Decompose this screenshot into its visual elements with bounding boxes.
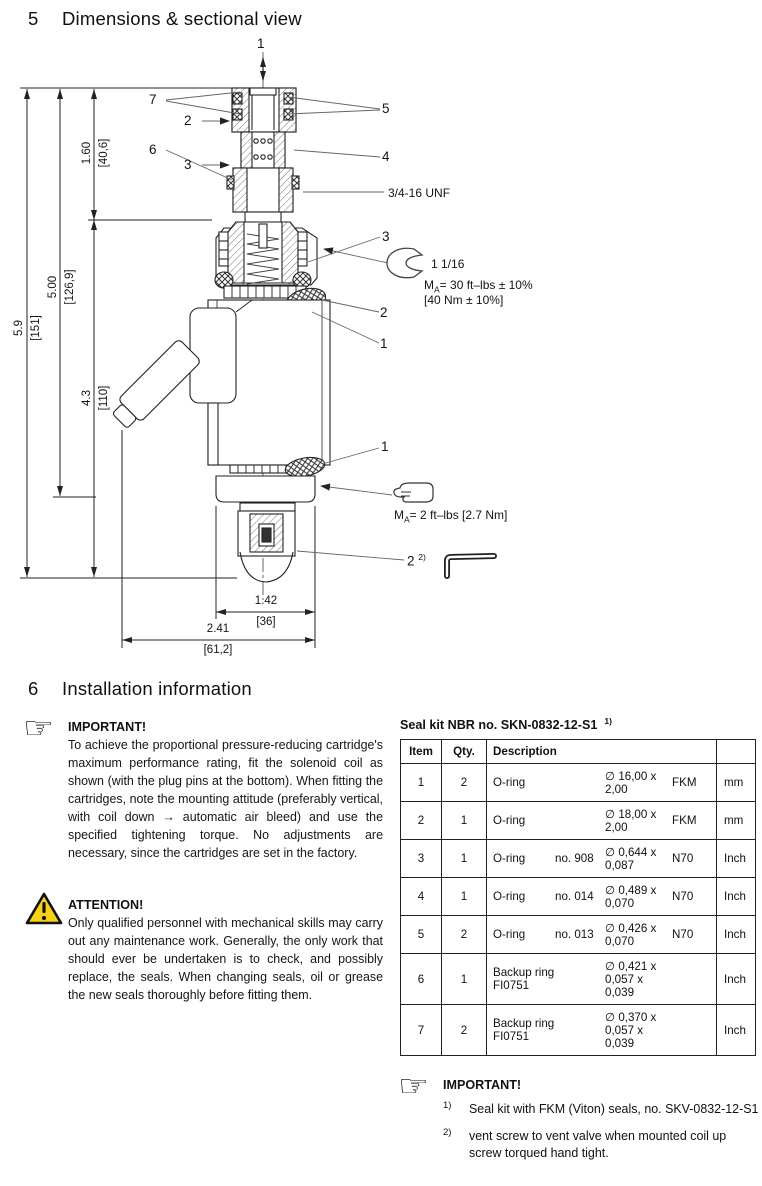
desc-size: ∅ 0,489 x 0,070 (605, 884, 657, 911)
cell-unit: Inch (724, 890, 746, 904)
cell-qty: 2 (442, 764, 487, 801)
footnote-1 (443, 1101, 762, 1118)
cell-unit: Inch (724, 928, 746, 942)
cell-unit: Inch (724, 852, 746, 866)
attention-body: Only qualified personnel with mechanical skills may carry out any maintenance work. Generally, the only work that should ever be undertaken is to check, and possibly replace, the seals. When changing seals, oil or grease the new seals thoroughly before fitting them. (68, 916, 383, 1003)
thread-label: 3/4-16 UNF (388, 186, 451, 200)
cell-item: 7 (401, 1005, 442, 1055)
desc-size: ∅ 18,00 x 2,00 (605, 808, 657, 835)
cell-description (487, 802, 717, 839)
section6-title: Installation information (62, 678, 252, 699)
footnote-2-ref: 2) (443, 1126, 452, 1138)
seal-ring-7b (233, 109, 242, 120)
installation-left-column (22, 712, 383, 1029)
dim-body-in: 5.00 (47, 275, 59, 299)
cell-item: 3 (401, 840, 442, 877)
important2-heading: IMPORTANT! (443, 1078, 522, 1093)
footnote-2 (443, 1128, 762, 1163)
callout-2-bottom: 2 $^{2)}$ (407, 552, 426, 569)
cell-qty: 2 (442, 916, 487, 953)
cell-qty: 1 (442, 878, 487, 915)
section5-title: Dimensions & sectional view (62, 8, 302, 29)
callout-1-right: 1 (380, 336, 388, 351)
table-row (401, 878, 755, 916)
header-unit (717, 740, 755, 763)
desc-material: FKM (672, 776, 697, 790)
cell-description (487, 916, 717, 953)
hand-tight-icon (394, 483, 433, 502)
desc-name: Backup ring FI0751 (493, 1017, 555, 1044)
table-row (401, 764, 755, 802)
section5-number: 5 (28, 8, 39, 29)
warning-triangle-icon (25, 892, 65, 926)
important1-body: To achieve the proportional pressure-reducing cartridge's maximum performance rating, fit the solenoid coil as shown (with the plug pins at the bottom). When fitting the cartridges, note the mounting attitude (preferably vertical, with coil down → automatic air bleed) and use the specified tightening torque. No adjustments are necessary, since the cartridges are set in the factory. (68, 738, 383, 860)
seal-kit-title: Seal kit NBR no. SKN-0832-12-S1 $^{1)}$ (400, 716, 612, 733)
table-row (401, 840, 755, 878)
callout-6: 6 (149, 142, 157, 157)
desc-no: no. 014 (555, 890, 594, 904)
desc-size: ∅ 0,370 x 0,057 x 0,039 (605, 1011, 657, 1051)
seal-ring-4 (292, 176, 299, 189)
desc-name: Backup ring FI0751 (493, 966, 555, 993)
torque-top-metric-label: [40 Nm ± 10%] (424, 293, 504, 307)
desc-name: O-ring (493, 928, 526, 942)
torque-top-label: $M_A= 30$ ft–lbs ± 10% (424, 278, 533, 295)
desc-material: N70 (672, 890, 694, 904)
cell-unit: mm (724, 814, 744, 828)
desc-no: no. 908 (555, 852, 594, 866)
dim-width-mm: [61,2] (203, 644, 233, 656)
desc-material: N70 (672, 928, 694, 942)
torque-bottom-label: $M_A= 2$ ft–lbs [2.7 Nm] (394, 508, 508, 525)
table-row (401, 802, 755, 840)
desc-name: O-ring (493, 890, 526, 904)
wrench-icon (387, 248, 422, 277)
cell-item: 1 (401, 764, 442, 801)
attention-heading: ATTENTION! (68, 898, 144, 913)
wrench-size-label: 1 1/16 (431, 257, 465, 271)
callout-1-top: 1 (257, 36, 265, 51)
desc-material: FKM (672, 814, 697, 828)
attention-note (25, 898, 383, 1005)
dim-nut-in: 1.42 (254, 595, 278, 607)
cell-qty: 1 (442, 802, 487, 839)
cell-description (487, 878, 717, 915)
seal-kit-column (397, 716, 762, 1186)
footnotes (443, 1101, 762, 1162)
callout-4: 4 (382, 149, 390, 164)
footnote-2-text: vent screw to vent valve when mounted coil up screw torqued hand tight. (469, 1128, 727, 1161)
cell-description (487, 954, 717, 1004)
important1-heading: IMPORTANT! (68, 720, 147, 734)
seal-ring-5a (284, 93, 293, 104)
callout-2-right: 2 (380, 305, 388, 320)
pointing-hand-icon: ☞ (22, 712, 54, 745)
seal-ring-5b (284, 109, 293, 120)
callout-3-left: 3 (184, 157, 192, 172)
seal-ring-7a (233, 93, 242, 104)
callout-7: 7 (149, 92, 157, 107)
seal-kit-table (400, 739, 756, 1056)
desc-name: O-ring (493, 814, 526, 828)
desc-no: no. 013 (555, 928, 594, 942)
dim-overall-in: 5.9 (13, 320, 25, 336)
cell-item: 2 (401, 802, 442, 839)
desc-name: O-ring (493, 852, 526, 866)
allen-key-icon (447, 556, 494, 576)
desc-size: ∅ 0,426 x 0,070 (605, 922, 657, 949)
dim-nut-mm: [36] (256, 616, 276, 628)
callout-3-right: 3 (382, 229, 390, 244)
table-row (401, 916, 755, 954)
cell-description (487, 1005, 717, 1055)
important-note-1 (22, 712, 383, 862)
cell-unit: Inch (724, 972, 746, 986)
header-item: Item (401, 740, 442, 763)
cell-item: 6 (401, 954, 442, 1004)
dim-overall-mm: [151] (30, 315, 42, 341)
desc-name: O-ring (493, 776, 526, 790)
footnote-1-text: Seal kit with FKM (Viton) seals, no. SKV-0832-12-S1 (469, 1102, 759, 1117)
desc-size: ∅ 0,644 x 0,087 (605, 846, 657, 873)
desc-material: N70 (672, 852, 694, 866)
cell-qty: 2 (442, 1005, 487, 1055)
section6-number: 6 (28, 678, 39, 699)
dim-width-in: 2.41 (206, 623, 230, 635)
footnote-1-ref: 1) (443, 1100, 452, 1112)
cell-qty: 1 (442, 840, 487, 877)
callout-5: 5 (382, 101, 390, 116)
dim-body-mm: [126,9] (64, 269, 76, 305)
table-header-row (401, 740, 755, 764)
important-note-2 (397, 1070, 762, 1162)
cell-item: 4 (401, 878, 442, 915)
header-qty: Qty. (442, 740, 487, 763)
cell-item: 5 (401, 916, 442, 953)
valve-cartridge (108, 88, 330, 582)
cell-description (487, 840, 717, 877)
table-row (401, 1005, 755, 1055)
callout-1-lower: 1 (381, 439, 389, 454)
dim-coil-in: 4.3 (81, 390, 93, 406)
dim-coil-mm: [110] (98, 385, 110, 411)
callout-2-left: 2 (184, 113, 192, 128)
cell-unit: Inch (724, 1023, 746, 1037)
cell-qty: 1 (442, 954, 487, 1004)
top-adjust-arrow (260, 57, 266, 81)
pointing-hand-icon: ☞ (397, 1070, 429, 1104)
cell-unit: mm (724, 776, 744, 790)
dim-top-mm: [40,6] (98, 138, 110, 168)
table-row (401, 954, 755, 1005)
desc-size: ∅ 16,00 x 2,00 (605, 770, 657, 797)
desc-size: ∅ 0,421 x 0,057 x 0,039 (605, 960, 657, 1000)
dim-top-in: 1.60 (81, 141, 93, 165)
header-description: Description (487, 740, 717, 763)
cell-description (487, 764, 717, 801)
